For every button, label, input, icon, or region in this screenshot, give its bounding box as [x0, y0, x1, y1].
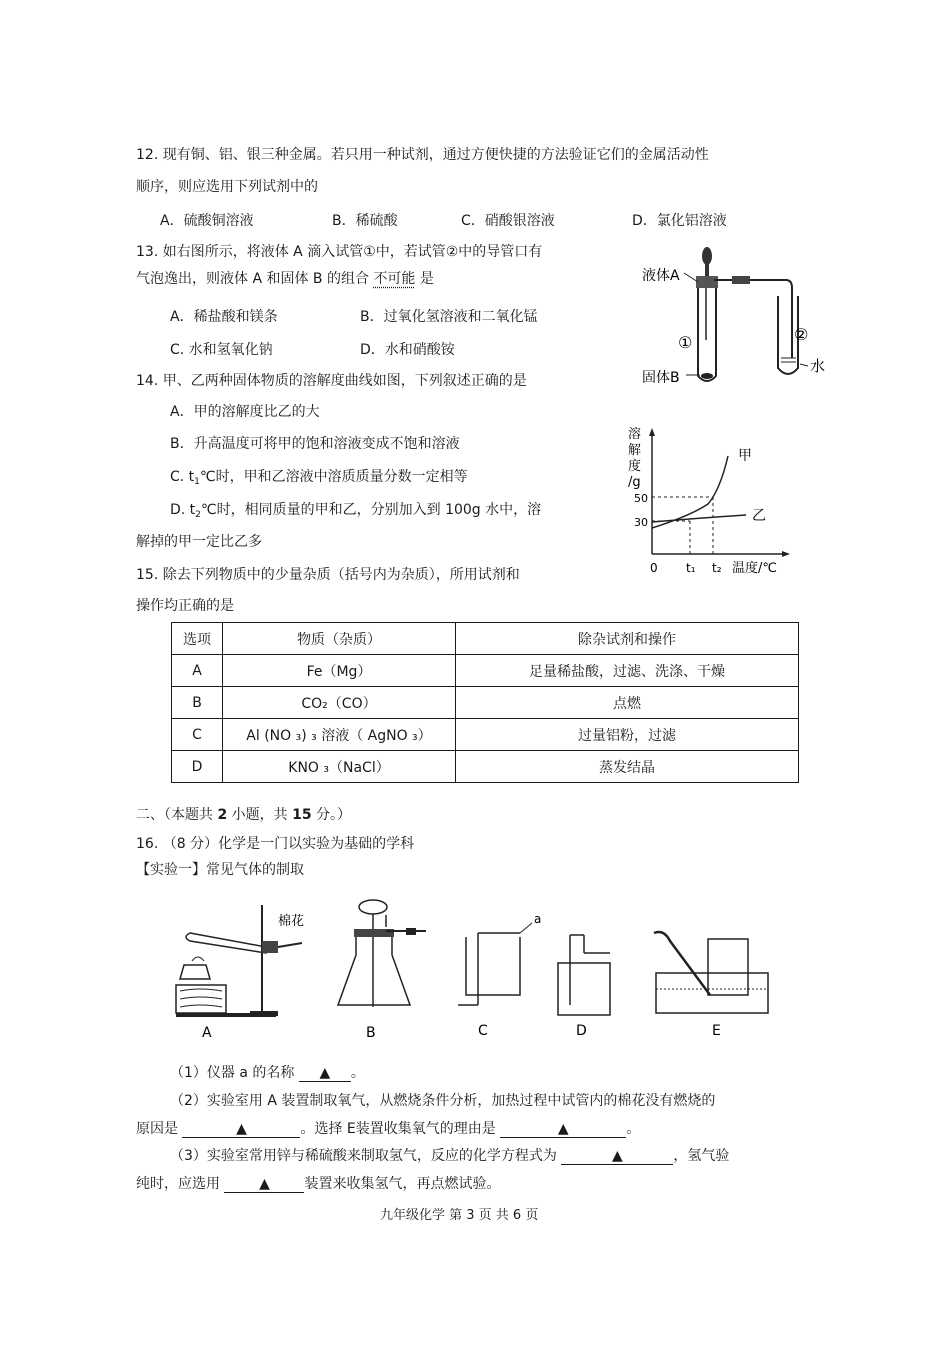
q16-experiment-1: 【实验一】常见气体的制取	[136, 862, 304, 878]
label-a: A	[202, 1025, 212, 1041]
section-2-pre: 二、（本题共	[136, 807, 218, 823]
q15-table	[171, 622, 799, 783]
table-row	[172, 687, 799, 719]
q14-stem: 14. 甲、乙两种固体物质的溶解度曲线如图，下列叙述正确的是	[136, 373, 527, 389]
label-c: C	[478, 1023, 488, 1039]
q12-stem-line1: 12. 现有铜、铝、银三种金属。若只用一种试剂，通过方便快捷的方法验证它们的金属活动性	[136, 147, 709, 163]
graph-ylabel-3: 度	[628, 459, 642, 474]
header-substance: 物质（杂质）	[223, 623, 456, 655]
q14-option-d-line2: 解掉的甲一定比乙多	[136, 534, 262, 550]
q14-option-c-post: ℃时，甲和乙溶液中溶质质量分数一定相等	[199, 469, 468, 485]
apparatus-figure	[170, 895, 790, 1045]
q14-option-a: A．甲的溶解度比乙的大	[170, 404, 320, 420]
page-footer: 九年级化学 第 3 页 共 6 页	[380, 1208, 539, 1223]
q12-option-c: C．硝酸银溶液	[461, 213, 555, 229]
solubility-graph	[620, 420, 800, 580]
graph-y50: 50	[634, 492, 648, 505]
q12-option-a: A．硫酸铜溶液	[160, 213, 254, 229]
q16-part-3-line2	[136, 1175, 500, 1193]
cell-method: 过量铝粉，过滤	[456, 719, 799, 751]
cell-option: D	[172, 751, 223, 783]
apparatus-a	[176, 905, 304, 1041]
cell-substance: CO₂（CO）	[223, 687, 456, 719]
cell-option: C	[172, 719, 223, 751]
graph-t2: t₂	[712, 561, 722, 575]
label-tube-1: ①	[678, 333, 693, 352]
label-d: D	[576, 1023, 587, 1039]
q14-option-b: B．升高温度可将甲的饱和溶液变成不饱和溶液	[170, 436, 460, 452]
q13-stem-line2-c: 是	[415, 271, 434, 287]
graph-y30: 30	[634, 516, 648, 529]
answer-blank-2[interactable]: ▲	[182, 1121, 300, 1138]
section-2-mid: 小题，共	[227, 807, 293, 823]
q13-option-b: B．过氧化氢溶液和二氧化锰	[360, 309, 538, 325]
q16-part-2-line2	[136, 1120, 640, 1138]
graph-curve-label-yi: 乙	[752, 508, 766, 524]
graph-curve-label-jia: 甲	[738, 448, 752, 464]
q13-apparatus-figure	[636, 240, 836, 390]
cell-substance: Fe（Mg）	[223, 655, 456, 687]
answer-blank-1[interactable]: ▲	[299, 1065, 351, 1082]
table-row	[172, 655, 799, 687]
q15-stem-line1: 15. 除去下列物质中的少量杂质（括号内为杂质），所用试剂和	[136, 567, 520, 583]
label-b: B	[366, 1025, 376, 1041]
graph-t1: t₁	[686, 561, 696, 575]
q16-part-2-pre: 原因是	[136, 1121, 183, 1137]
q16-part-3-line1	[170, 1147, 729, 1165]
cell-method: 点燃	[456, 687, 799, 719]
apparatus-c	[458, 912, 541, 1039]
label-tube-2: ②	[794, 325, 809, 344]
graph-ylabel-1: 溶	[628, 427, 642, 442]
graph-origin: 0	[650, 561, 658, 575]
answer-blank-4[interactable]: ▲	[561, 1148, 673, 1165]
table-row	[172, 751, 799, 783]
label-solid-b: 固体B	[642, 370, 680, 386]
q14-option-d	[170, 501, 541, 524]
q16-part-3-post: ，氢气验	[673, 1148, 730, 1164]
cell-method: 足量稀盐酸，过滤、洗涤、干燥	[456, 655, 799, 687]
q16-part-2-end: 。	[626, 1121, 641, 1137]
q13-stem-line2	[136, 270, 434, 288]
cell-method: 蒸发结晶	[456, 751, 799, 783]
q12-option-d: D．氯化铝溶液	[632, 213, 727, 229]
section-2-heading	[136, 806, 351, 824]
table-row	[172, 719, 799, 751]
header-option: 选项	[172, 623, 223, 655]
q12-stem-line2: 顺序，则应选用下列试剂中的	[136, 179, 318, 195]
apparatus-e	[654, 932, 768, 1039]
apparatus-b	[338, 900, 426, 1041]
graph-ylabel-2: 解	[628, 443, 642, 458]
q14-option-c	[170, 468, 468, 491]
q16-part-1	[170, 1064, 365, 1082]
q12-option-b: B．稀硫酸	[332, 213, 398, 229]
q16-part-2-mid: 。选择 E装置收集氧气的理由是	[300, 1121, 501, 1137]
q16-part-3-line2-post: 装置来收集氢气，再点燃试验。	[304, 1176, 501, 1192]
table-header-row	[172, 623, 799, 655]
q13-option-d: D．水和硝酸铵	[360, 342, 455, 358]
graph-xlabel: 温度/℃	[732, 561, 777, 576]
q16-part-1-end: 。	[350, 1065, 365, 1081]
graph-ylabel-4: /g	[628, 475, 641, 490]
cell-substance: Al (NO ₃) ₃ 溶液（ AgNO ₃）	[223, 719, 456, 751]
q13-emphasis: 不可能	[373, 271, 416, 287]
label-water: 水	[810, 357, 826, 375]
label-e: E	[712, 1023, 721, 1039]
answer-blank-3[interactable]: ▲	[500, 1121, 626, 1138]
q16-stem: 16. （8 分）化学是一门以实验为基础的学科	[136, 836, 415, 852]
cell-option: A	[172, 655, 223, 687]
label-instrument-a: a	[534, 912, 542, 926]
q13-stem-line2-a: 气泡逸出，则液体 A 和固体 B 的组合	[136, 271, 374, 287]
cell-option: B	[172, 687, 223, 719]
label-cotton: 棉花	[278, 914, 305, 929]
q13-stem-line1: 13. 如右图所示，将液体 A 滴入试管①中，若试管②中的导管口有	[136, 244, 543, 260]
q16-part-1-text: （1）仪器 a 的名称	[170, 1065, 299, 1081]
header-method: 除杂试剂和操作	[456, 623, 799, 655]
apparatus-d	[558, 935, 610, 1039]
q16-part-3-line2-pre: 纯时，应选用	[136, 1176, 225, 1192]
q14-option-d-pre: D. t	[170, 502, 196, 518]
q14-option-c-pre: C. t	[170, 469, 195, 485]
q13-option-c: C. 水和氢氧化钠	[170, 342, 273, 358]
section-2-post: 分。）	[311, 807, 352, 823]
q15-stem-line2: 操作均正确的是	[136, 598, 234, 614]
cell-substance: KNO ₃（NaCl）	[223, 751, 456, 783]
section-2-points: 15	[292, 807, 312, 823]
answer-blank-5[interactable]: ▲	[224, 1176, 304, 1193]
q16-part-2-line1: （2）实验室用 A 装置制取氧气，从燃烧条件分析，加热过程中试管内的棉花没有燃烧的	[170, 1093, 716, 1109]
q14-option-c-sub: 1	[194, 477, 200, 487]
q14-option-d-sub: 2	[195, 510, 201, 520]
q14-option-d-post: ℃时，相同质量的甲和乙，分别加入到 100g 水中，溶	[200, 502, 542, 518]
q13-option-a: A．稀盐酸和镁条	[170, 309, 278, 325]
label-liquid-a: 液体A	[642, 268, 680, 284]
curve-yi	[652, 515, 746, 522]
q16-part-3-pre: （3）实验室常用锌与稀硫酸来制取氢气，反应的化学方程式为	[170, 1148, 562, 1164]
section-2-count: 2	[217, 807, 228, 823]
